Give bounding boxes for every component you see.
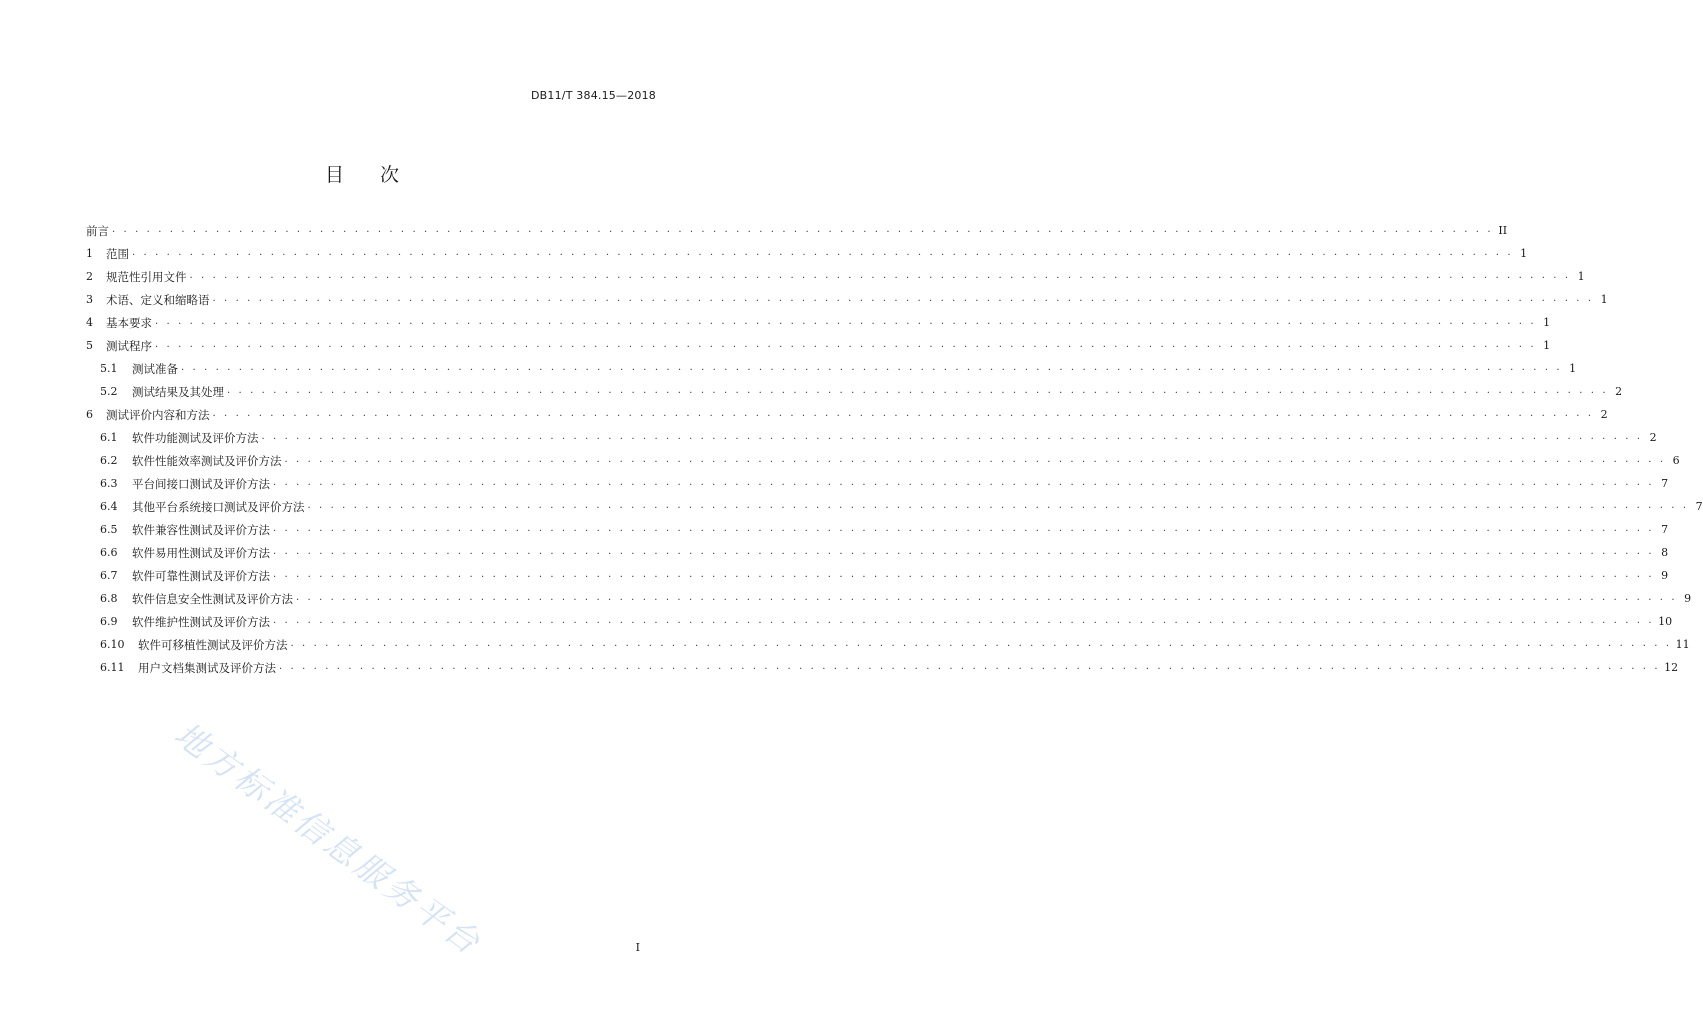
toc-dot-leader: . . . . . . . . . . . . . . . . . . . . . . . . . . . . . . . . . . . . . . . . . . . . . . . . . . . . . . . . . . . . . . . . . . . . . . . . . . . . . . . . . . . . . . . . . . . . . . . . . . . . . . . . . . . . . . . . . . . . . . . . — [181, 362, 1563, 373]
toc-entry-page: 7 — [1695, 500, 1703, 513]
toc-entry-number: 2 — [86, 270, 93, 283]
toc-entry-number: 6.4 — [100, 500, 118, 513]
toc-entry-page: 7 — [1661, 523, 1669, 536]
toc-entry-number: 6.9 — [100, 615, 118, 628]
toc-entry[interactable] — [100, 356, 1577, 376]
toc-entry-label: 测试评价内容和方法 — [106, 408, 210, 422]
toc-entry-label: 平台间接口测试及评价方法 — [132, 477, 270, 491]
toc-entry-number: 6.3 — [100, 477, 118, 490]
toc-entry-page: 9 — [1684, 592, 1692, 605]
watermark: 地方标准信息服务平台 — [167, 714, 490, 964]
toc-dot-leader: . . . . . . . . . . . . . . . . . . . . . . . . . . . . . . . . . . . . . . . . . . . . . . . . . . . . . . . . . . . . . . . . . . . . . . . . . . . . . . . . . . . . . . . . . . . . . . . . . . . . . . . . . . . . . . . . . . . . . . . . — [189, 270, 1571, 281]
toc-dot-leader: . . . . . . . . . . . . . . . . . . . . . . . . . . . . . . . . . . . . . . . . . . . . . . . . . . . . . . . . . . . . . . . . . . . . . . . . . . . . . . . . . . . . . . . . . . . . . . . . . . . . . . . . . . . . . . . . . . . . . . . . — [290, 638, 1672, 649]
toc-entry-label: 基本要求 — [106, 316, 152, 330]
toc-entry-number: 5.1 — [100, 362, 118, 375]
toc-entry-label: 软件信息安全性测试及评价方法 — [132, 592, 293, 606]
toc-dot-leader: . . . . . . . . . . . . . . . . . . . . . . . . . . . . . . . . . . . . . . . . . . . . . . . . . . . . . . . . . . . . . . . . . . . . . . . . . . . . . . . . . . . . . . . . . . . . . . . . . . . . . . . . . . . . . . . . . . . . . . . . — [296, 592, 1678, 603]
toc-entry[interactable] — [86, 241, 1528, 261]
toc-entry-page: 1 — [1600, 293, 1608, 306]
toc-dot-leader: . . . . . . . . . . . . . . . . . . . . . . . . . . . . . . . . . . . . . . . . . . . . . . . . . . . . . . . . . . . . . . . . . . . . . . . . . . . . . . . . . . . . . . . . . . . . . . . . . . . . . . . . . . . . . . . . . . . . . . . . — [261, 431, 1643, 442]
toc-entry[interactable] — [86, 310, 1551, 330]
toc-entry-number: 6.7 — [100, 569, 118, 582]
toc-dot-leader: . . . . . . . . . . . . . . . . . . . . . . . . . . . . . . . . . . . . . . . . . . . . . . . . . . . . . . . . . . . . . . . . . . . . . . . . . . . . . . . . . . . . . . . . . . . . . . . . . . . . . . . . . . . . . . . . . . . . . . . . — [212, 293, 1594, 304]
toc-entry-label: 用户文档集测试及评价方法 — [138, 661, 276, 675]
toc-entry-page: 10 — [1658, 615, 1673, 628]
toc-entry-page: 9 — [1661, 569, 1669, 582]
toc-entry-number: 5 — [86, 339, 93, 352]
toc-dot-leader: . . . . . . . . . . . . . . . . . . . . . . . . . . . . . . . . . . . . . . . . . . . . . . . . . . . . . . . . . . . . . . . . . . . . . . . . . . . . . . . . . . . . . . . . . . . . . . . . . . . . . . . . . . . . . . . . . . . . . . . . — [307, 500, 1689, 511]
toc-entry-label: 测试准备 — [132, 362, 178, 376]
toc-dot-leader: . . . . . . . . . . . . . . . . . . . . . . . . . . . . . . . . . . . . . . . . . . . . . . . . . . . . . . . . . . . . . . . . . . . . . . . . . . . . . . . . . . . . . . . . . . . . . . . . . . . . . . . . . . . . . . . . . . . . . . . . — [273, 569, 1655, 580]
toc-entry-page: 8 — [1661, 546, 1669, 559]
toc-entry-page: 2 — [1600, 408, 1608, 421]
toc-entry-page: 6 — [1672, 454, 1680, 467]
toc-dot-leader: . . . . . . . . . . . . . . . . . . . . . . . . . . . . . . . . . . . . . . . . . . . . . . . . . . . . . . . . . . . . . . . . . . . . . . . . . . . . . . . . . . . . . . . . . . . . . . . . . . . . . . . . . . . . . . . . . . . . . . . . — [155, 316, 1537, 327]
toc-entry-page: II — [1498, 224, 1508, 237]
toc-dot-leader: . . . . . . . . . . . . . . . . . . . . . . . . . . . . . . . . . . . . . . . . . . . . . . . . . . . . . . . . . . . . . . . . . . . . . . . . . . . . . . . . . . . . . . . . . . . . . . . . . . . . . . . . . . . . . . . . . . . . . . . . — [284, 454, 1666, 465]
toc-entry-page: 2 — [1615, 385, 1623, 398]
toc-dot-leader: . . . . . . . . . . . . . . . . . . . . . . . . . . . . . . . . . . . . . . . . . . . . . . . . . . . . . . . . . . . . . . . . . . . . . . . . . . . . . . . . . . . . . . . . . . . . . . . . . . . . . . . . . . . . . . . . . . . . . . . . — [227, 385, 1609, 396]
toc-entry-page: 7 — [1661, 477, 1669, 490]
toc-entry[interactable] — [100, 632, 1690, 652]
toc-entry-label: 规范性引用文件 — [106, 270, 187, 284]
toc-dot-leader: . . . . . . . . . . . . . . . . . . . . . . . . . . . . . . . . . . . . . . . . . . . . . . . . . . . . . . . . . . . . . . . . . . . . . . . . . . . . . . . . . . . . . . . . . . . . . . . . . . . . . . . . . . . . . . . . . . . . . . . . — [273, 615, 1655, 626]
toc-entry[interactable] — [100, 540, 1669, 560]
toc-entry-label: 软件易用性测试及评价方法 — [132, 546, 270, 560]
toc-entry-page: 11 — [1675, 638, 1690, 651]
toc-entry-page: 1 — [1577, 270, 1585, 283]
toc-entry-label: 软件维护性测试及评价方法 — [132, 615, 270, 629]
toc-entry[interactable] — [100, 655, 1679, 675]
toc-dot-leader: . . . . . . . . . . . . . . . . . . . . . . . . . . . . . . . . . . . . . . . . . . . . . . . . . . . . . . . . . . . . . . . . . . . . . . . . . . . . . . . . . . . . . . . . . . . . . . . . . . . . . . . . . . . . . . . . . . . . . . . . — [155, 339, 1537, 350]
toc-entry[interactable] — [100, 471, 1669, 491]
toc-entry-label: 其他平台系统接口测试及评价方法 — [132, 500, 305, 514]
toc-dot-leader: . . . . . . . . . . . . . . . . . . . . . . . . . . . . . . . . . . . . . . . . . . . . . . . . . . . . . . . . . . . . . . . . . . . . . . . . . . . . . . . . . . . . . . . . . . . . . . . . . . . . . . . . . . . . . . . . . . . . . . . . — [112, 224, 1494, 235]
toc-entry[interactable] — [100, 586, 1692, 606]
toc-dot-leader: . . . . . . . . . . . . . . . . . . . . . . . . . . . . . . . . . . . . . . . . . . . . . . . . . . . . . . . . . . . . . . . . . . . . . . . . . . . . . . . . . . . . . . . . . . . . . . . . . . . . . . . . . . . . . . . . . . . . . . . . — [273, 523, 1655, 534]
toc-entry[interactable] — [86, 287, 1608, 307]
toc-dot-leader: . . . . . . . . . . . . . . . . . . . . . . . . . . . . . . . . . . . . . . . . . . . . . . . . . . . . . . . . . . . . . . . . . . . . . . . . . . . . . . . . . . . . . . . . . . . . . . . . . . . . . . . . . . . . . . . . . . . . . . . . — [273, 546, 1655, 557]
toc-entry[interactable] — [100, 563, 1669, 583]
toc-entry-number: 6.5 — [100, 523, 118, 536]
toc-entry[interactable] — [100, 517, 1669, 537]
page-title — [0, 160, 724, 187]
toc-entry[interactable] — [100, 425, 1657, 445]
toc-entry[interactable] — [86, 218, 1508, 238]
toc-entry-number: 6.6 — [100, 546, 118, 559]
title-char-1: 目 — [324, 164, 344, 186]
toc-entry[interactable] — [100, 448, 1680, 468]
toc-entry-label: 软件兼容性测试及评价方法 — [132, 523, 270, 537]
toc-entry-label: 术语、定义和缩略语 — [106, 293, 210, 307]
toc-entry-number: 6.2 — [100, 454, 118, 467]
toc-entry-label: 测试结果及其处理 — [132, 385, 224, 399]
toc-entry[interactable] — [100, 379, 1623, 399]
toc-entry[interactable] — [100, 609, 1673, 629]
toc-entry-number: 5.2 — [100, 385, 118, 398]
toc-entry-number: 6.11 — [100, 661, 125, 674]
toc-entry[interactable] — [86, 333, 1551, 353]
toc-dot-leader: . . . . . . . . . . . . . . . . . . . . . . . . . . . . . . . . . . . . . . . . . . . . . . . . . . . . . . . . . . . . . . . . . . . . . . . . . . . . . . . . . . . . . . . . . . . . . . . . . . . . . . . . . . . . . . . . . . . . . . . . — [273, 477, 1655, 488]
standard-code: DB11/T 384.15—2018 — [530, 89, 656, 102]
toc-dot-leader: . . . . . . . . . . . . . . . . . . . . . . . . . . . . . . . . . . . . . . . . . . . . . . . . . . . . . . . . . . . . . . . . . . . . . . . . . . . . . . . . . . . . . . . . . . . . . . . . . . . . . . . . . . . . . . . . . . . . . . . . — [212, 408, 1594, 419]
toc-entry-number: 6 — [86, 408, 93, 421]
toc-entry-label: 软件可靠性测试及评价方法 — [132, 569, 270, 583]
toc-entry-number: 1 — [86, 247, 93, 260]
toc-entry-number: 6.1 — [100, 431, 118, 444]
toc-entry-label: 软件功能测试及评价方法 — [132, 431, 259, 445]
toc-dot-leader: . . . . . . . . . . . . . . . . . . . . . . . . . . . . . . . . . . . . . . . . . . . . . . . . . . . . . . . . . . . . . . . . . . . . . . . . . . . . . . . . . . . . . . . . . . . . . . . . . . . . . . . . . . . . . . . . . . . . . . . . — [132, 247, 1514, 258]
page-number: I — [635, 941, 640, 954]
toc-entry[interactable] — [86, 264, 1585, 284]
toc-dot-leader: . . . . . . . . . . . . . . . . . . . . . . . . . . . . . . . . . . . . . . . . . . . . . . . . . . . . . . . . . . . . . . . . . . . . . . . . . . . . . . . . . . . . . . . . . . . . . . . . . . . . . . . . . . . . . . . . . . . . . . . . — [279, 661, 1661, 672]
toc-entry-label: 范围 — [106, 247, 129, 261]
toc-entry-page: 12 — [1664, 661, 1679, 674]
toc-entry-number: 6.10 — [100, 638, 125, 651]
toc-entry-number: 4 — [86, 316, 93, 329]
toc-entry-label: 软件可移植性测试及评价方法 — [138, 638, 288, 652]
toc-entry-page: 1 — [1569, 362, 1577, 375]
toc-entry-page: 1 — [1543, 316, 1551, 329]
toc-entry-label: 软件性能效率测试及评价方法 — [132, 454, 282, 468]
toc-entry[interactable] — [86, 402, 1608, 422]
toc-entry-page: 2 — [1649, 431, 1657, 444]
toc-entry-label: 测试程序 — [106, 339, 152, 353]
toc-entry-number: 6.8 — [100, 592, 118, 605]
toc-entry[interactable] — [100, 494, 1703, 514]
toc-entry-label: 前言 — [86, 224, 109, 238]
toc-entry-page: 1 — [1520, 247, 1528, 260]
title-char-2: 次 — [380, 164, 400, 186]
toc-entry-page: 1 — [1543, 339, 1551, 352]
toc-entry-number: 3 — [86, 293, 93, 306]
